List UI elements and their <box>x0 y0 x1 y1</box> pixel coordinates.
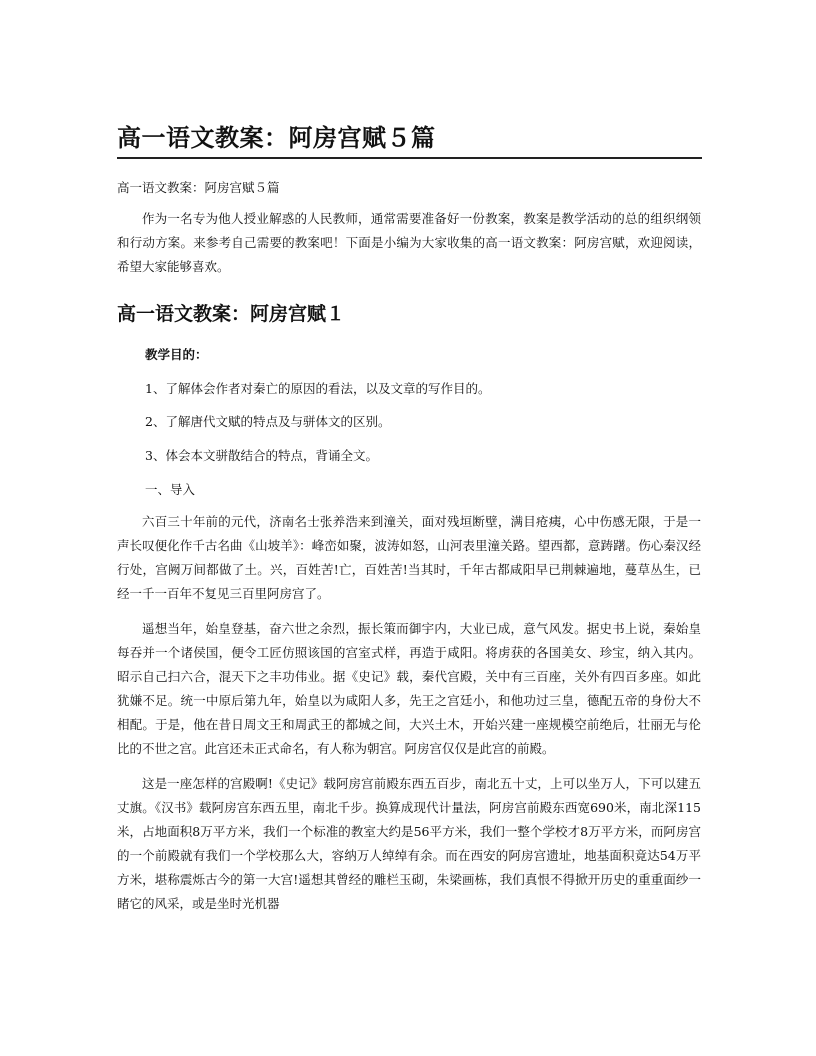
body-paragraph: 六百三十年前的元代，济南名士张养浩来到潼关，面对残垣断壁，满目疮痍，心中伤感无限，于是一声长叹便化作千古名曲《山坡羊》：峰峦如聚，波涛如怒，山河表里潼关路。望西都，意踌躇。伤心秦汉经行处，宫阙万间都做了土。兴，百姓苦!亡，百姓苦!当其时，千年古都咸阳早已荆棘遍地，蔓草丛生，已经一千一百年不复见三百里阿房宫了。 <box>117 514 701 601</box>
objective-item: 1、了解体会作者对秦亡的原因的看法，以及文章的写作目的。 <box>145 381 491 396</box>
intro-paragraph: 作为一名专为他人授业解惑的人民教师，通常需要准备好一份教案，教案是教学活动的总的组织纲领和行动方案。来参考自己需要的教案吧！下面是小编为大家收集的高一语文教案：阿房宫赋，欢迎阅读，希望大家能够喜欢。 <box>117 211 701 274</box>
objectives-label: 教学目的： <box>145 347 208 362</box>
body-paragraph: 遥想当年，始皇登基，奋六世之余烈，振长策而御宇内，大业已成，意气风发。据史书上说，秦始皇每吞并一个诸侯国，便令工匠仿照该国的宫室式样，再造于咸阳。将虏获的各国美女、珍宝，纳入其内。昭示自己扫六合，混天下之丰功伟业。据《史记》载，秦代宫殿，关中有三百座，关外有四百多座。如此犹嫌不足。统一中原后第九年，始皇以为咸阳人多，先王之宫廷小，和他功过三皇，德配五帝的身份大不相配。于是，他在昔日周文王和周武王的都城之间，大兴土木，开始兴建一座规模空前绝后，壮丽无与伦比的不世之宫。此宫还未正式命名，有人称为朝宫。阿房宫仅仅是此宫的前殿。 <box>117 621 701 756</box>
objective-item: 2、了解唐代文赋的特点及与骈体文的区别。 <box>145 414 391 429</box>
title-divider <box>117 157 702 159</box>
section-heading: 高一语文教案：阿房宫赋１ <box>117 303 346 325</box>
document-title: 高一语文教案：阿房宫赋５篇 <box>117 124 436 152</box>
document-subtitle: 高一语文教案：阿房宫赋５篇 <box>117 180 280 195</box>
part-label-intro: 一、导入 <box>145 482 196 497</box>
body-paragraph: 这是一座怎样的宫殿啊!《史记》载阿房宫前殿东西五百步，南北五十丈，上可以坐万人，下可以建五丈旗。《汉书》载阿房宫东西五里，南北千步。换算成现代计量法，阿房宫前殿东西宽690米，南北深115米，占地面积8万平方米，我们一个标准的教室大约是56平方米，我们一整个学校才8万平方米，而阿房宫的一个前殿就有我们一个学校那么大，容纳万人绰绰有余。而在西安的阿房宫遗址，地基面积竟达54万平方米，堪称震烁古今的第一大宫!遥想其曾经的雕栏玉砌，朱梁画栋，我们真恨不得掀开历史的重重面纱一睹它的风采，或是坐时光机器 <box>117 776 701 911</box>
objective-item: 3、体会本文骈散结合的特点，背诵全文。 <box>145 448 378 463</box>
